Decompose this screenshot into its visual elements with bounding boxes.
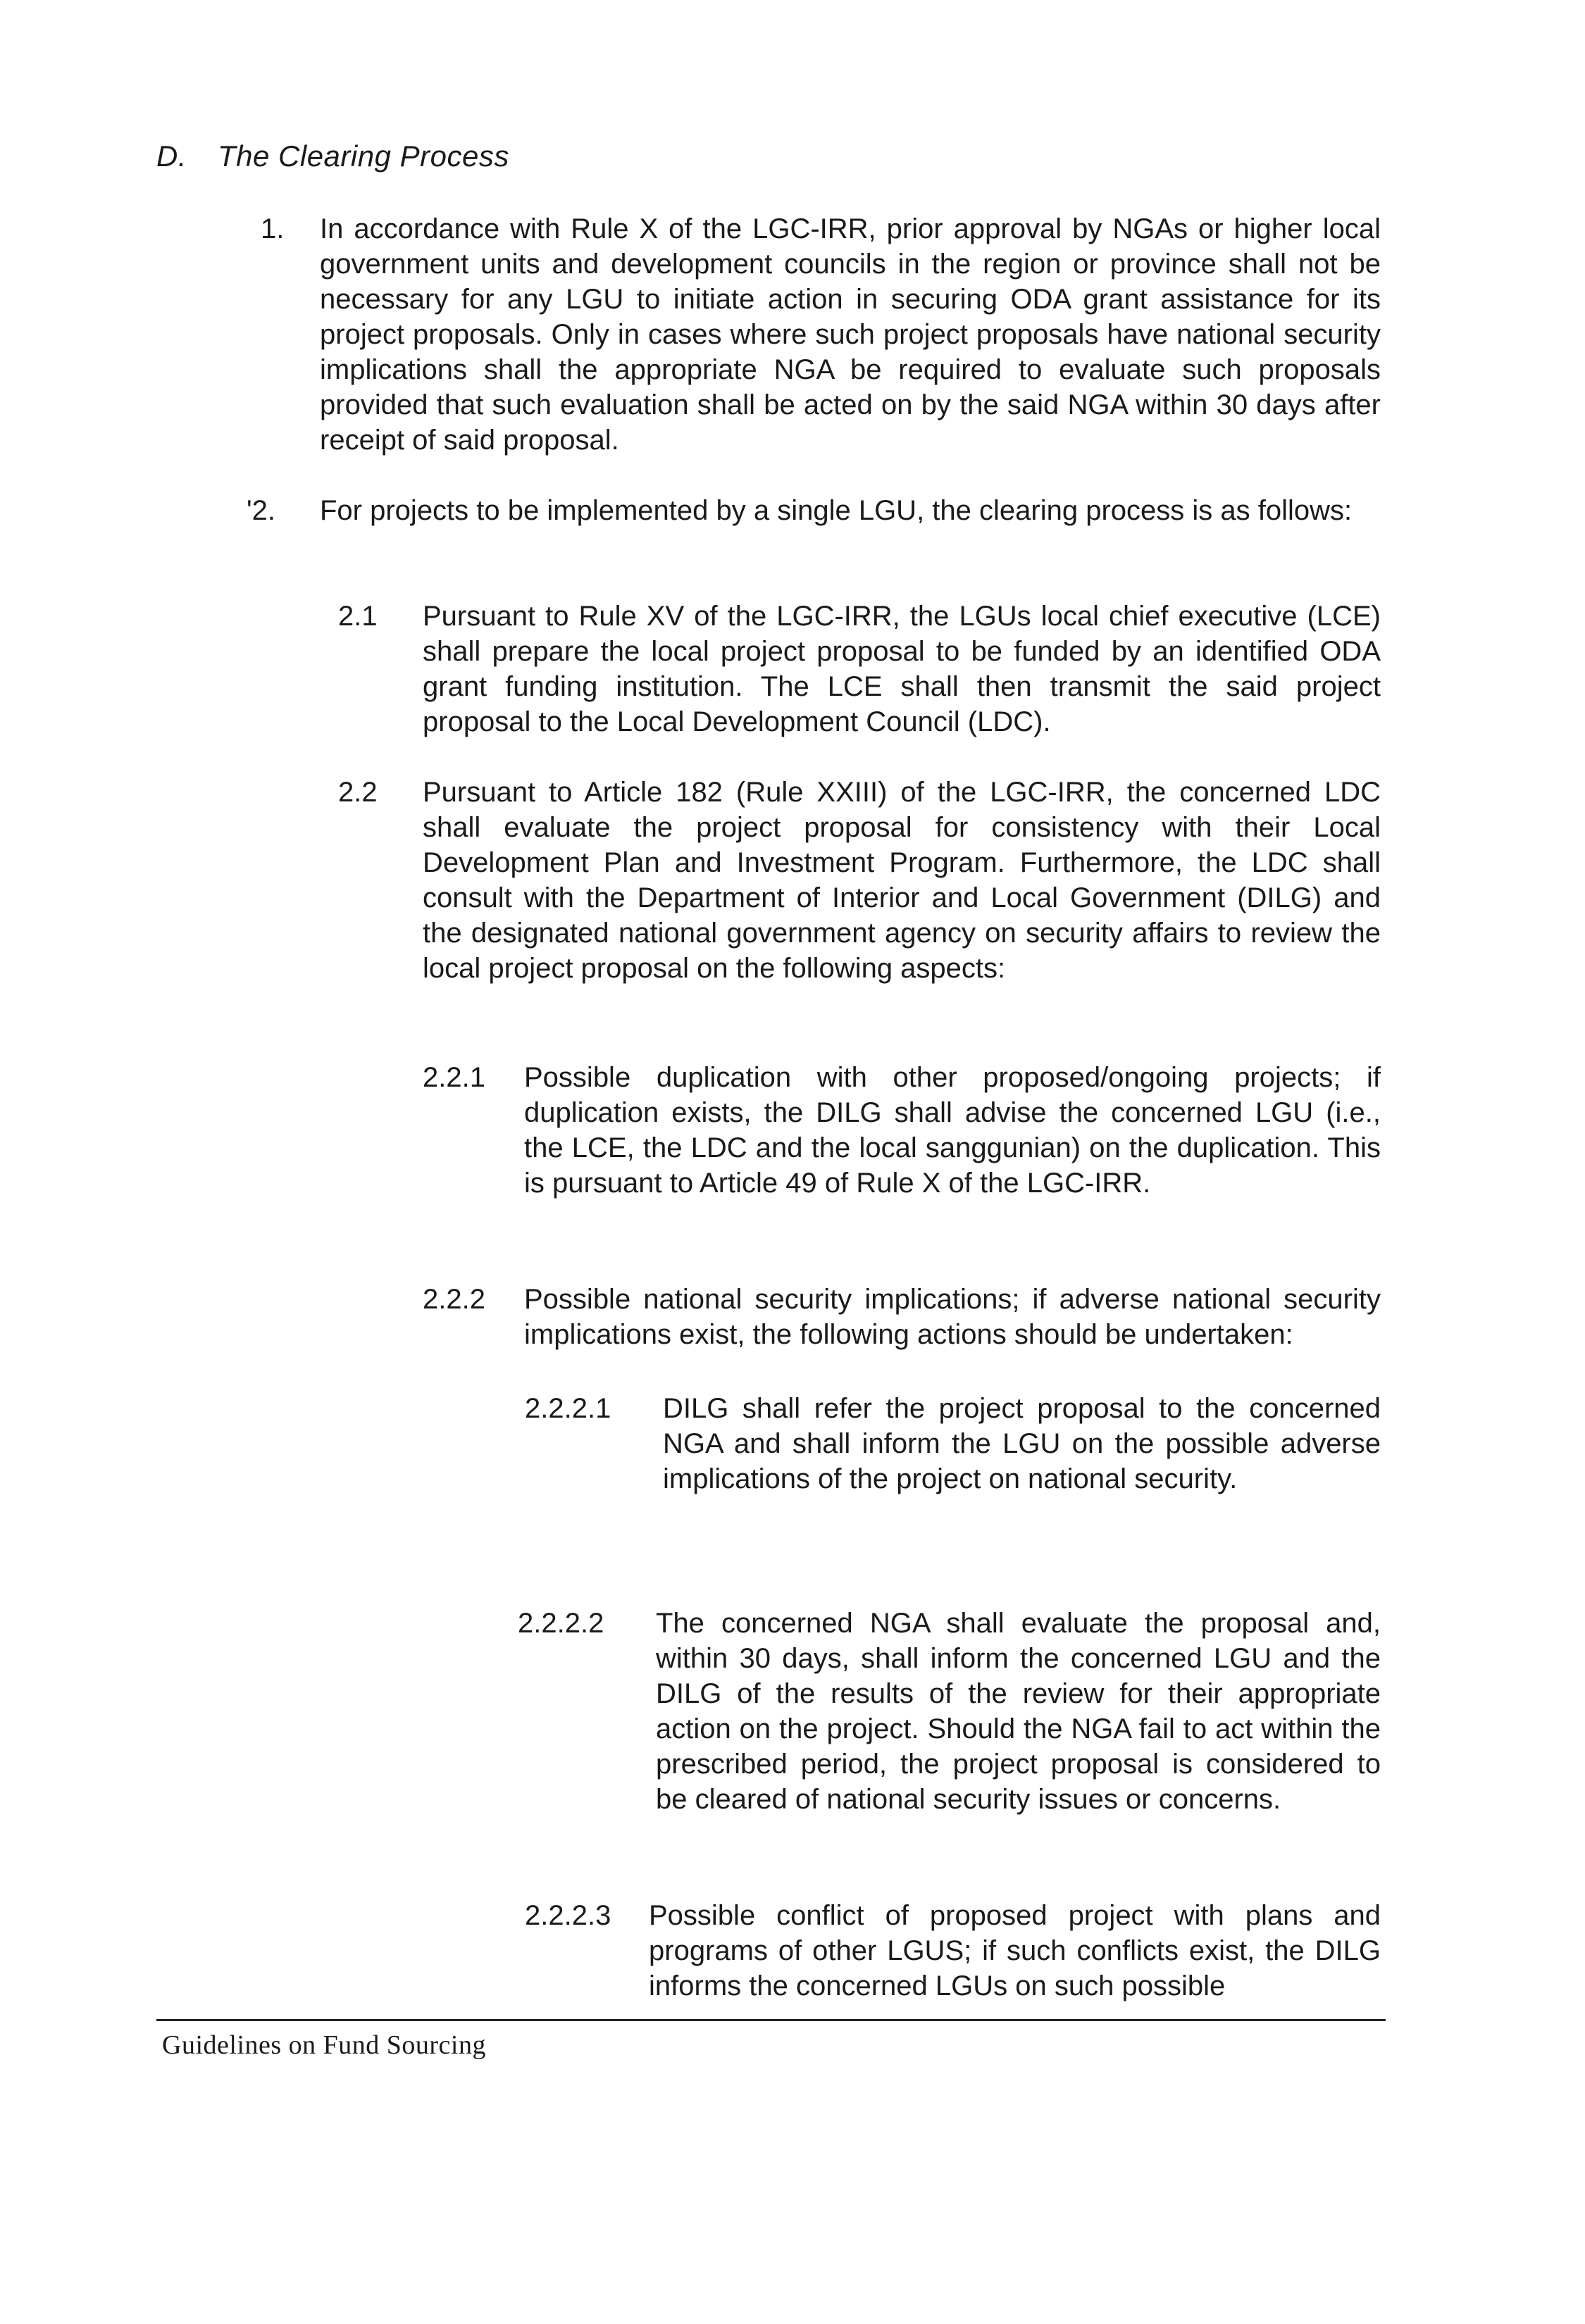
paragraph-2-2-2-1 xyxy=(525,1391,1381,1497)
section-letter: D. xyxy=(156,139,187,173)
footer-title: Guidelines on Fund Sourcing xyxy=(162,2030,486,2060)
paragraph-number: 2.1 xyxy=(338,601,378,632)
section-heading xyxy=(156,139,509,173)
paragraph-number: 2.2 xyxy=(338,777,378,808)
paragraph-text: For projects to be implemented by a single LGU, the clearing process is as follows: xyxy=(320,495,1353,526)
paragraph-number: 2.2.2.3 xyxy=(525,1900,611,1931)
paragraph-number: 2.2.2 xyxy=(423,1284,485,1315)
paragraph-text: Pursuant to Rule XV of the LGC-IRR, the LGUs local chief executive (LCE) shall prepare the local project proposal to be funded by an identified ODA grant funding institution. The LCE shall then transmit the said project proposal to the Local Development Council (LDC). xyxy=(423,601,1381,737)
paragraph-number: '2. xyxy=(247,495,275,526)
paragraph-text: Possible conflict of proposed project with plans and programs of other LGUS; if such conflicts exist, the DILG informs the concerned LGUs on such possible xyxy=(649,1900,1381,2001)
paragraph-2-2 xyxy=(338,775,1381,986)
paragraph-text: Pursuant to Article 182 (Rule XXIII) of the LGC-IRR, the concerned LDC shall evaluate the project proposal for consistency with their Local Development Plan and Investment Program. Furthermore, the LDC shall consult with the Department of Interior and Local Government (DILG) and the designated national government agency on security affairs to review the local project proposal on the following aspects: xyxy=(423,777,1381,984)
paragraph-2-2-2-2 xyxy=(518,1606,1381,1817)
paragraph-2-2-1 xyxy=(423,1060,1381,1201)
paragraph-number: 2.2.1 xyxy=(423,1062,485,1093)
paragraph-text: Possible national security implications; if adverse national security implications exist, the following actions should be undertaken: xyxy=(524,1284,1381,1350)
paragraph-text: In accordance with Rule X of the LGC-IRR, prior approval by NGAs or higher local government units and development councils in the region or province shall not be necessary for any LGU to initiate action in securing ODA grant assistance for its project proposals. Only in cases where such project proposals have national security implications shall the appropriate NGA be required to evaluate such proposals provided that such evaluation shall be acted on by the said NGA within 30 days after receipt of said proposal. xyxy=(320,213,1381,456)
paragraph-number: 1. xyxy=(261,213,285,244)
paragraph-text: Possible duplication with other proposed/ongoing projects; if duplication exists, the DILG shall advise the concerned LGU (i.e., the LCE, the LDC and the local sanggunian) on the duplication. This is pursuant to Article 49 of Rule X of the LGC-IRR. xyxy=(524,1062,1381,1199)
section-title: The Clearing Process xyxy=(218,139,509,173)
paragraph-number: 2.2.2.2 xyxy=(518,1608,604,1639)
footer-divider xyxy=(156,2019,1386,2021)
paragraph-number: 2.2.2.1 xyxy=(525,1393,611,1424)
paragraph-text: The concerned NGA shall evaluate the proposal and, within 30 days, shall inform the concerned LGU and the DILG of the results of the review for their appropriate action on the project. Should the NGA fail to act within the prescribed period, the project proposal is considered to be cleared of national security issues or concerns. xyxy=(656,1608,1381,1815)
paragraph-2 xyxy=(247,493,1381,528)
paragraph-2-1 xyxy=(338,599,1381,739)
paragraph-1 xyxy=(261,211,1381,458)
paragraph-2-2-2 xyxy=(423,1282,1381,1352)
paragraph-text: DILG shall refer the project proposal to the concerned NGA and shall inform the LGU on the possible adverse implications of the project on national security. xyxy=(663,1393,1381,1494)
paragraph-2-2-2-3 xyxy=(525,1898,1381,2004)
